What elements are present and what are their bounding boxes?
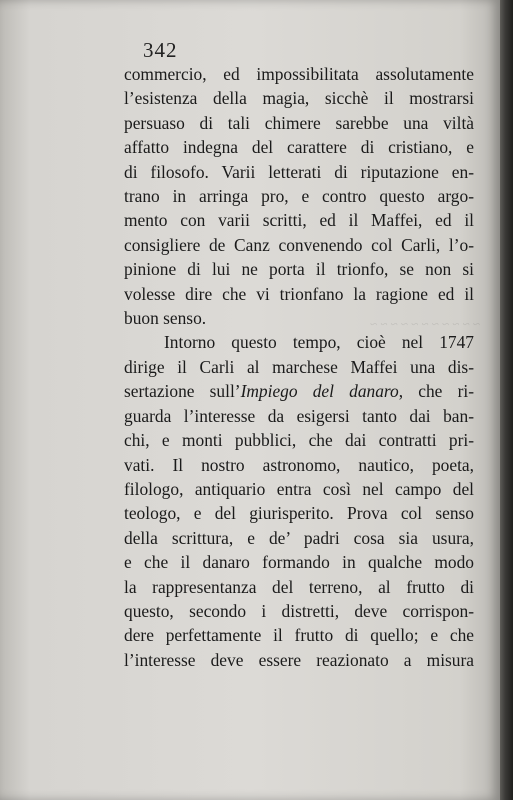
text-line: dere perfettamente il frutto di quello; e che [124, 625, 474, 646]
text-line: questo, secondo i distretti, deve corrispon- [124, 600, 474, 621]
text-line: persuaso di tali chimere sarebbe una viltà [124, 112, 474, 133]
text-line: filologo, antiquario entra così nel campo del [124, 478, 474, 499]
text-line: consigliere de Canz convenendo col Carli, l’o- [124, 234, 474, 255]
text-line: l’interesse deve essere reazionato a misura [124, 649, 474, 670]
text-line: pinione di lui ne porta il trionfo, se non si [124, 259, 474, 280]
text-line: affatto indegna del carattere di cristiano, e [124, 137, 474, 158]
text-run: sertazione sull’ [124, 381, 241, 402]
text-line: volesse dire che vi trionfano la ragione ed il [124, 283, 474, 304]
text-line: l’esistenza della magia, sicchè il mostrarsi [124, 88, 474, 109]
text-line: buon senso. [124, 308, 207, 329]
book-edge [500, 0, 513, 800]
text-line: vati. Il nostro astronomo, nautico, poeta, [124, 454, 474, 475]
text-line: mento con varii scritti, ed il Maffei, ed il [124, 210, 474, 231]
body-text [124, 62, 474, 672]
italic-title: Impiego del danaro [240, 381, 399, 402]
text-line: trano in arringa pro, e contro questo argo- [124, 186, 474, 207]
paragraph-1 [124, 62, 474, 330]
page-number: 342 [143, 38, 178, 62]
text-line: teologo, e del giurisperito. Prova col senso [124, 503, 474, 524]
text-line: guarda l’interesse da esigersi tanto dai ban- [124, 405, 474, 426]
paragraph-2 [124, 330, 474, 672]
show-through-text: ~ ~ ~ ~ ~ ~ ~ ~ ~ ~ ~ [370, 316, 480, 331]
text-line: Intorno questo tempo, cioè nel 1747 [164, 332, 474, 353]
text-line: e che il danaro formando in qualche modo [124, 552, 474, 573]
text-run: , che ri- [398, 381, 474, 402]
text-line [124, 379, 474, 403]
text-line: commercio, ed impossibilitata assolutamente [124, 64, 474, 84]
text-line: la rappresentanza del terreno, al frutto di [124, 576, 474, 597]
text-line: dirige il Carli al marchese Maffei una dis- [124, 356, 474, 377]
text-line: della scrittura, e de’ padri cosa sia usura, [124, 527, 474, 548]
text-line: di filosofo. Varii letterati di riputazione en- [124, 161, 474, 182]
text-line: chi, e monti pubblici, che dai contratti pri- [124, 430, 474, 451]
